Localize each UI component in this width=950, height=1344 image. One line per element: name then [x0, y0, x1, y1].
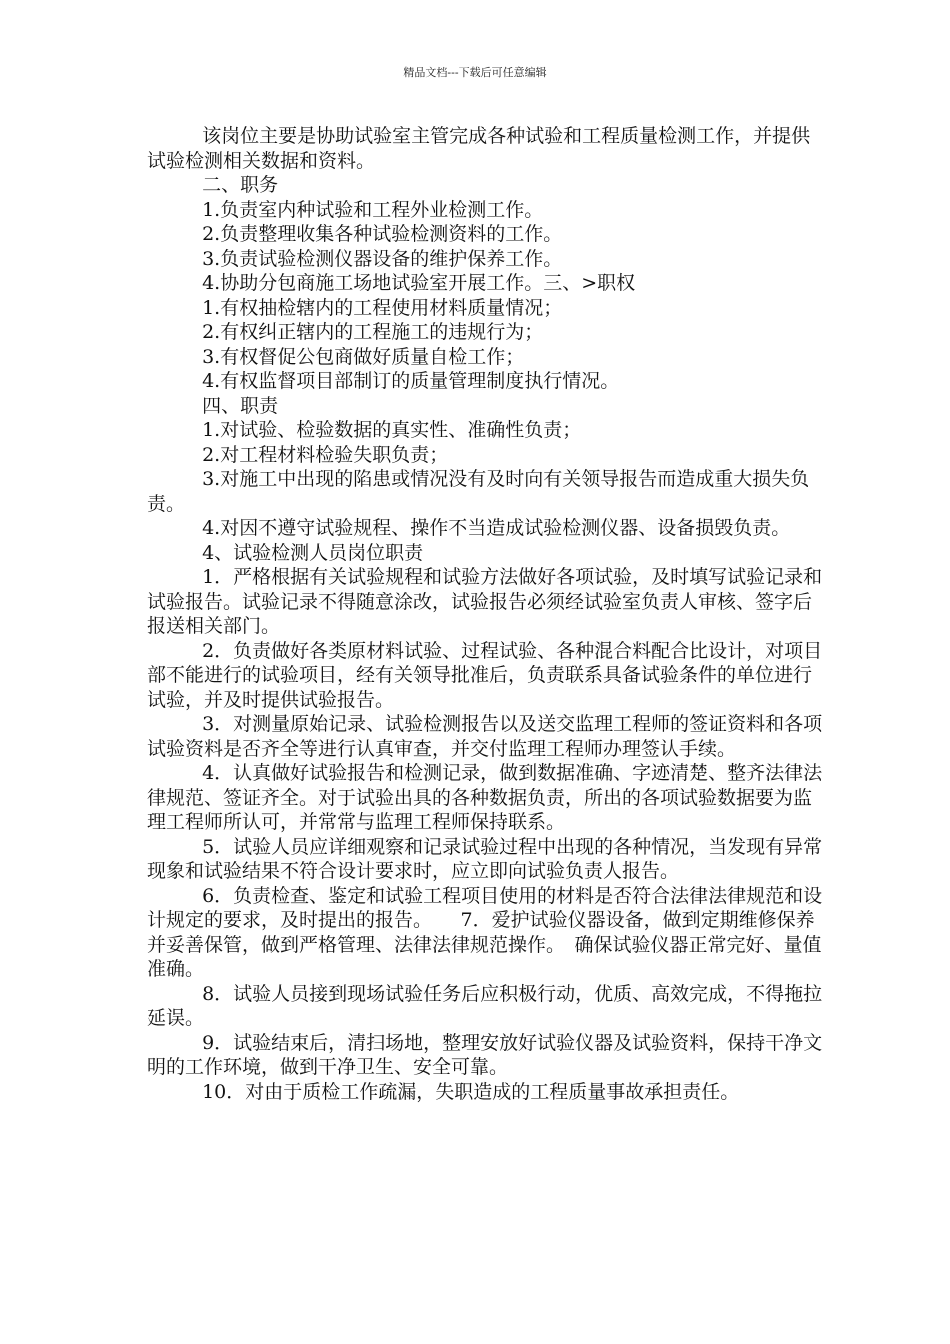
list-item: 1.有权抽检辖内的工程使用材料质量情况；: [202, 296, 563, 319]
list-item: 3.负责试验检测仪器设备的维护保养工作。: [202, 247, 563, 270]
list-item: 1．严格根据有关试验规程和试验方法做好各项试验，及时填写试验记录和试验报告。试验记录不得随意涂改，试验报告必须经试验室负责人审核、签字后报送相关部门。: [147, 566, 823, 637]
document-body: [147, 124, 827, 1104]
list-item: 1.对试验、检验数据的真实性、准确性负责；: [202, 419, 582, 441]
page-header: 精品文档---下载后可任意编辑: [403, 66, 547, 79]
list-item: 5．试验人员应详细观察和记录试验过程中出现的各种情况，当发现有异常现象和试验结果不符合设计要求时，应立即向试验负责人报告。: [147, 835, 823, 882]
list-item: 2.有权纠正辖内的工程施工的违规行为；: [202, 321, 544, 343]
section-heading-duties: 二、职务: [202, 174, 279, 196]
list-item: 9．试验结束后，清扫场地，整理安放好试验仪器及试验资料，保持干净文明的工作环境，做到干净卫生、安全可靠。: [147, 1031, 823, 1078]
list-item: 3．对测量原始记录、试验检测报告以及送交监理工程师的签证资料和各项试验资料是否齐全等进行认真审查，并交付监理工程师办理签认手续。: [147, 713, 823, 760]
section-heading-staff-duties: 4、试验检测人员岗位职责: [202, 541, 424, 564]
list-item: 6．负责检查、鉴定和试验工程项目使用的材料是否符合法律法律规范和设计规定的要求，及时提出的报告。 7．爱护试验仪器设备，做到定期维修保养并妥善保管，做到严格管理、法律法律规范操作。 确保试验仪器正常完好、量值准确。: [147, 884, 823, 980]
list-item: 1.负责室内种试验和工程外业检测工作。: [202, 198, 544, 221]
section-heading-responsibilities: 四、职责: [202, 394, 279, 417]
list-item: 3.有权督促公包商做好质量自检工作；: [202, 345, 525, 368]
list-item: 8．试验人员接到现场试验任务后应积极行动，优质、高效完成，不得拖拉延误。: [147, 982, 823, 1029]
list-item: 4.对因不遵守试验规程、操作不当造成试验检测仪器、设备损毁负责。: [202, 517, 791, 539]
list-item: 3.对施工中出现的陷患或情况没有及时向有关领导报告而造成重大损失负责。: [147, 468, 810, 515]
paragraph-intro: 该岗位主要是协助试验室主管完成各种试验和工程质量检测工作，并提供试验检测相关数据和资料。: [147, 125, 811, 172]
list-item: 10．对由于质检工作疏漏，失职造成的工程质量事故承担责任。: [202, 1080, 740, 1103]
list-item: 4．认真做好试验报告和检测记录，做到数据准确、字迹清楚、整齐法律法律规范、签证齐全。对于试验出具的各种数据负责，所出的各项试验数据要为监理工程师所认可，并常常与监理工程师保持联系。: [147, 762, 823, 833]
list-item: 2．负责做好各类原材料试验、过程试验、各种混合料配合比设计，对项目部不能进行的试验项目，经有关领导批准后，负责联系具备试验条件的单位进行试验，并及时提供试验报告。: [147, 639, 823, 711]
list-item: 4.协助分包商施工场地试验室开展工作。三、>职权: [202, 272, 636, 294]
list-item: 2.负责整理收集各种试验检测资料的工作。: [202, 223, 563, 245]
list-item: 4.有权监督项目部制订的质量管理制度执行情况。: [202, 370, 620, 392]
list-item: 2.对工程材料检验失职负责；: [202, 443, 449, 466]
